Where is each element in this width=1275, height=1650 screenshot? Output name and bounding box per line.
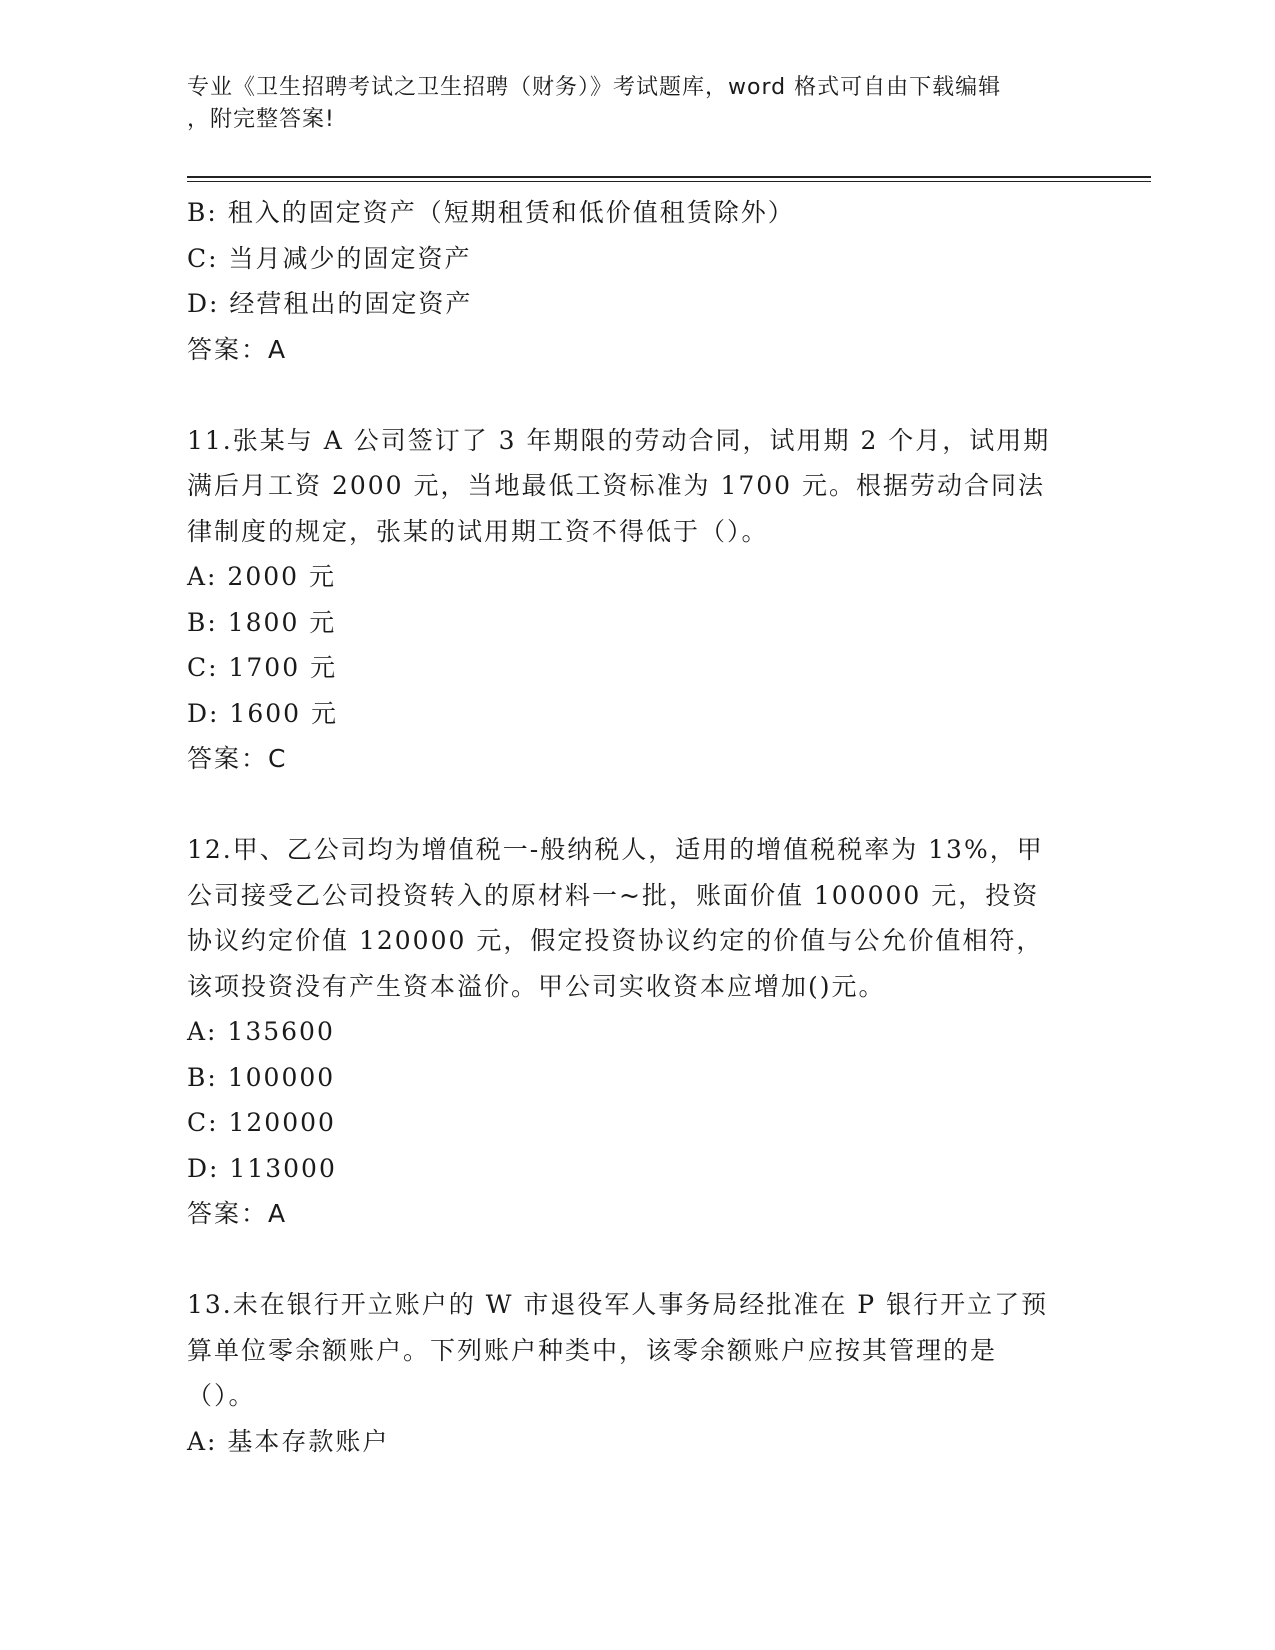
question-stem-line: 该项投资没有产生资本溢价。甲公司实收资本应增加()元。 (187, 971, 886, 1001)
option-d: D: 1600 元 (187, 698, 338, 728)
option-c: C: 1700 元 (187, 653, 338, 682)
option-d: D: 113000 (187, 1153, 337, 1183)
question-stem-line: （）。 (187, 1381, 256, 1410)
question-stem-line: 满后月工资 2000 元，当地最低工资标准为 1700 元。根据劳动合同法 (187, 471, 1046, 500)
question-stem-line: 11.张某与 A 公司签订了 3 年期限的劳动合同，试用期 2 个月，试用期 (187, 425, 1051, 455)
answer-line: 答案：A (187, 334, 288, 364)
option-b: B: 100000 (187, 1062, 336, 1092)
header-line-2: ，附完整答案! (187, 107, 335, 132)
option-d: D: 经营租出的固定资产 (187, 289, 473, 318)
header-line-1: 专业《卫生招聘考试之卫生招聘（财务）》考试题库，word 格式可自由下载编辑 (187, 75, 1002, 100)
answer-line: 答案：A (187, 1199, 288, 1228)
option-c: C: 120000 (187, 1108, 336, 1137)
answer-line: 答案：C (187, 744, 288, 773)
question-stem-line: 律制度的规定，张某的试用期工资不得低于（）。 (187, 516, 769, 546)
option-c: C: 当月减少的固定资产 (187, 243, 472, 273)
question-content (187, 190, 1087, 1464)
header-divider-thick (187, 176, 1151, 178)
question-11 (187, 418, 1087, 782)
question-stem-line: 13.未在银行开立账户的 W 市退役军人事务局经批准在 P 银行开立了预 (187, 1290, 1049, 1319)
header-divider-thin (187, 181, 1151, 182)
option-a: A: 基本存款账户 (187, 1426, 390, 1456)
question-stem-line: 公司接受乙公司投资转入的原材料一~批，账面价值 100000 元，投资 (187, 880, 1040, 910)
question-12 (187, 827, 1087, 1237)
question-stem-line: 协议约定价值 120000 元，假定投资协议约定的价值与公允价值相符， (187, 926, 1044, 955)
spacer (187, 1237, 1087, 1283)
spacer (187, 782, 1087, 828)
question-10-tail (187, 190, 1087, 372)
spacer (187, 372, 1087, 418)
option-b: B: 1800 元 (187, 607, 337, 637)
question-stem-line: 算单位零余额账户。下列账户种类中，该零余额账户应按其管理的是 (187, 1335, 998, 1365)
question-stem-line: 12.甲、乙公司均为增值税一-般纳税人，适用的增值税税率为 13%，甲 (187, 835, 1044, 864)
option-a: A: 2000 元 (187, 562, 336, 591)
option-b: B: 租入的固定资产（短期租赁和低价值租赁除外） (187, 198, 795, 227)
document-header (187, 72, 1077, 136)
option-a: A: 135600 (187, 1017, 335, 1046)
question-13 (187, 1282, 1087, 1464)
